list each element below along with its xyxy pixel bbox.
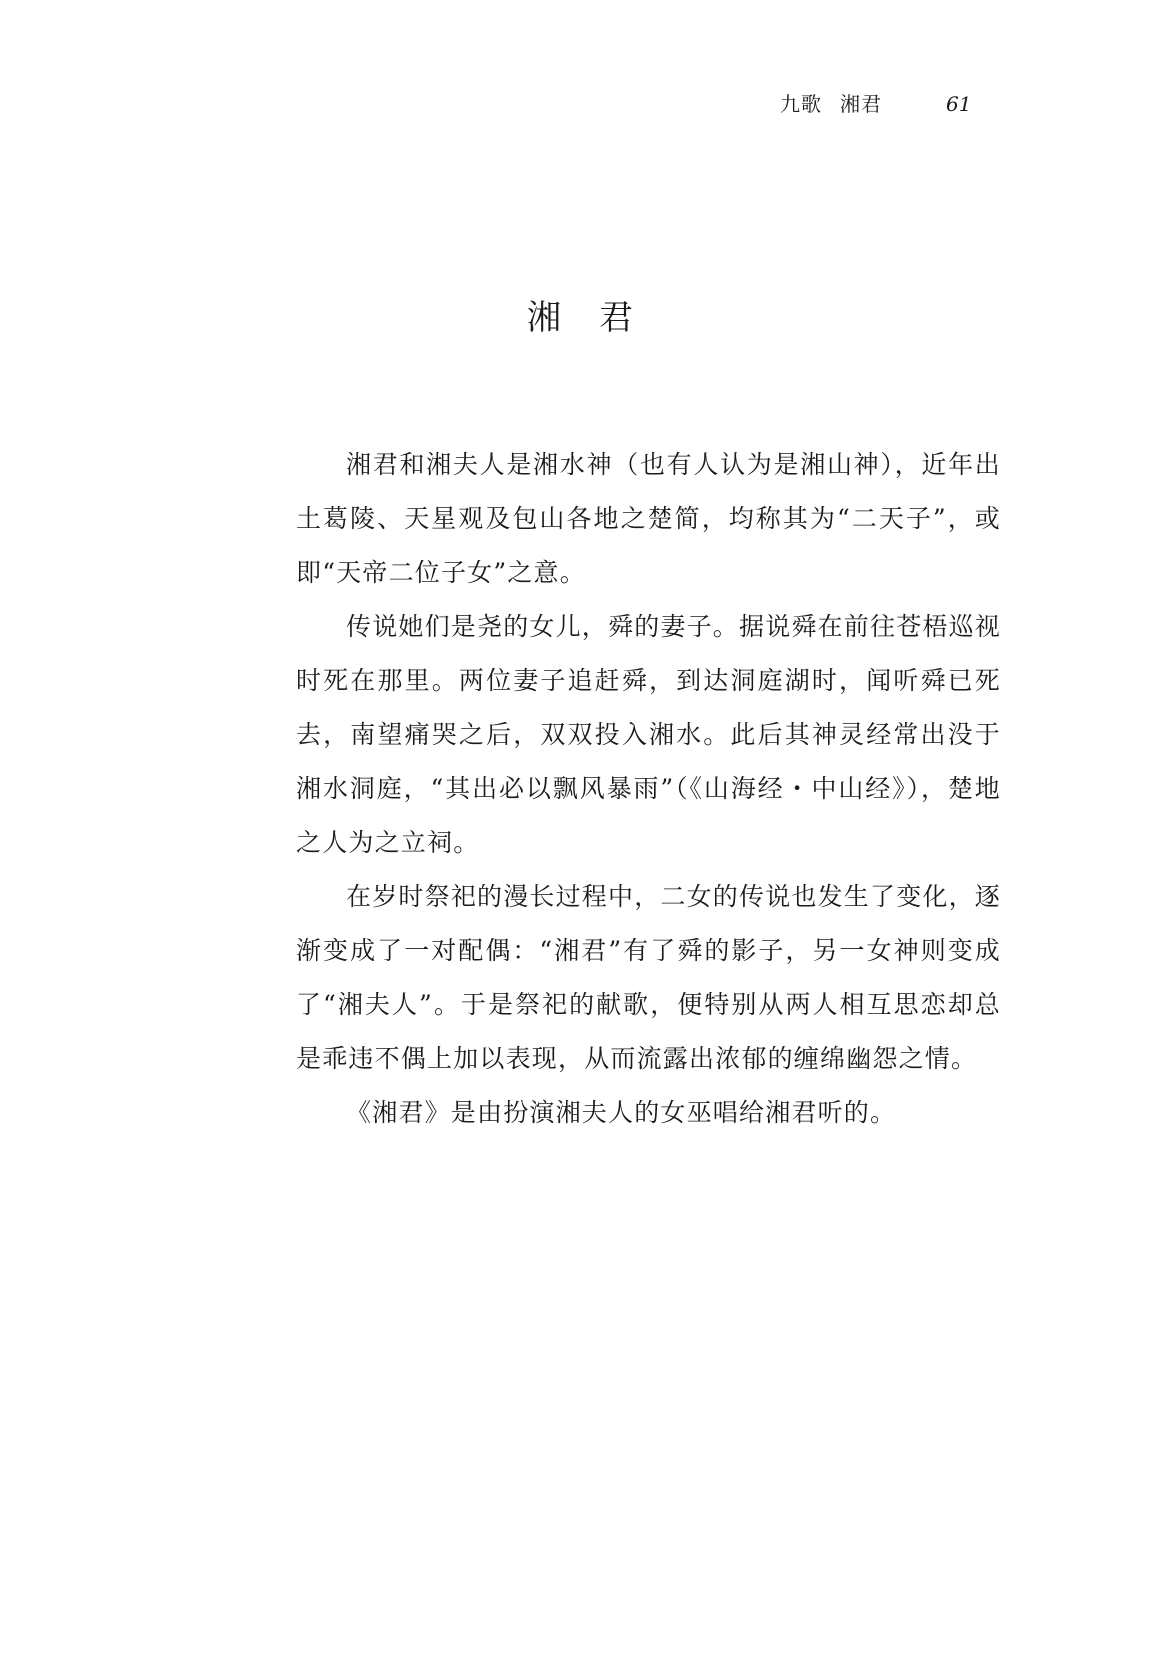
header-section-title <box>780 88 882 117</box>
paragraph-4: 《湘君》是由扮演湘夫人的女巫唱给湘君听的。 <box>346 1098 897 1127</box>
header-book-name: 九歌 <box>780 92 822 116</box>
running-header <box>780 88 1000 128</box>
body-text <box>296 438 1001 1140</box>
chapter-title: 湘君 <box>527 298 671 338</box>
header-chapter-name: 湘君 <box>840 92 882 116</box>
paragraph-2: 传说她们是尧的女儿，舜的妻子。据说舜在前往苍梧巡视时死在那里。两位妻子追赶舜，到达洞庭湖时，闻听舜已死去，南望痛哭之后，双双投入湘水。此后其神灵经常出没于湘水洞庭，“其出必以飘风暴雨”（《山海经・中山经》），楚地之人为之立祠。 <box>296 612 1002 857</box>
page-number: 61 <box>946 92 972 116</box>
paragraph-1: 湘君和湘夫人是湘水神（也有人认为是湘山神），近年出土葛陵、天星观及包山各地之楚简，均称其为“二天子”，或即“天帝二位子女”之意。 <box>296 450 1001 587</box>
paragraph-3: 在岁时祭祀的漫长过程中，二女的传说也发生了变化，逐渐变成了一对配偶：“湘君”有了舜的影子，另一女神则变成了“湘夫人”。于是祭祀的献歌，便特别从两人相互思恋却总是乖违不偶上加以表现，从而流露出浓郁的缠绵幽怨之情。 <box>296 882 1002 1073</box>
